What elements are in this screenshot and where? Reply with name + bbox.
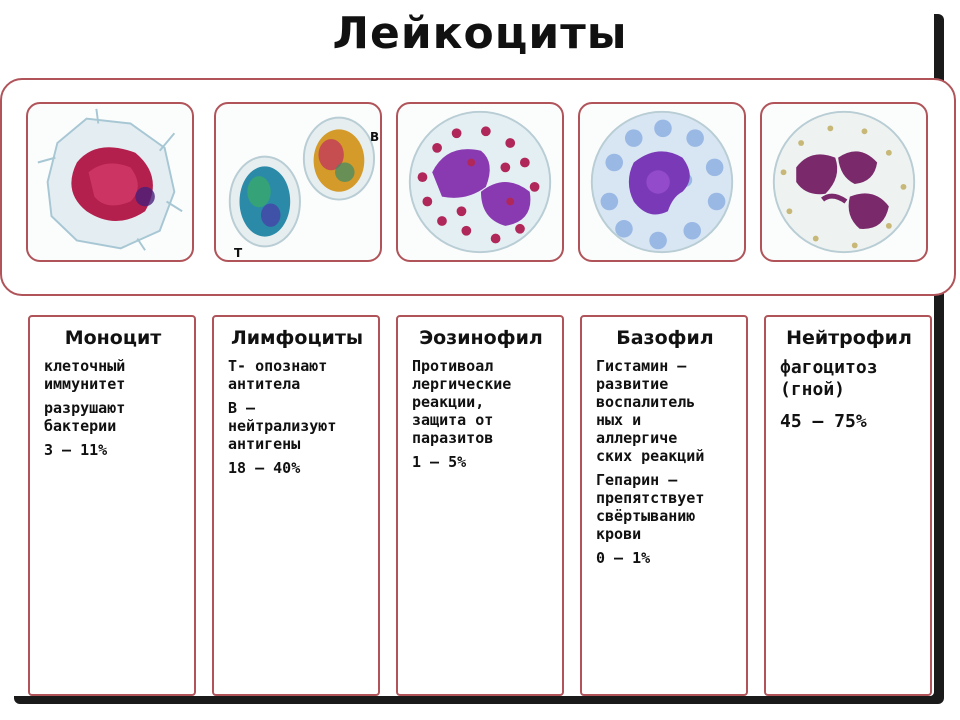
card-title: Нейтрофил: [786, 327, 912, 349]
card-monocyte: [28, 315, 196, 696]
page-title: Лейкоциты: [332, 8, 628, 59]
neutrophil-image: [760, 102, 928, 262]
lymphocytes-image: [214, 102, 382, 262]
card-title: Лимфоциты: [230, 327, 364, 349]
card-text: Т- опознают антитела: [228, 357, 328, 393]
card-lymphocytes: [212, 315, 380, 696]
card-text: Гепарин – препятствует свёртыванию крови: [596, 471, 705, 543]
lymphocyte-t-label: Т: [234, 246, 243, 260]
card-percent: 0 – 1%: [596, 549, 651, 567]
card-title: Моноцит: [64, 327, 162, 349]
card-title: Эозинофил: [419, 327, 543, 349]
card-text: фагоцитоз (гной): [780, 357, 878, 400]
card-basophil: [580, 315, 748, 696]
lymphocyte-b-label: В: [370, 130, 380, 144]
monocyte-image: [26, 102, 194, 262]
card-eosinophil: [396, 315, 564, 696]
card-text: Противоал лергические реакции, защита от паразитов: [412, 357, 512, 447]
card-title: Базофил: [616, 327, 714, 349]
card-text: разрушают бактерии: [44, 399, 126, 435]
card-percent: 45 – 75%: [780, 411, 867, 432]
basophil-image: [578, 102, 746, 262]
card-percent: 18 – 40%: [228, 459, 301, 477]
card-percent: 1 – 5%: [412, 453, 467, 471]
card-text: В – нейтрализуют антигены: [228, 399, 337, 453]
card-text: Гистамин – развитие воспалитель ных и аллергиче ских реакций: [596, 357, 705, 465]
card-text: клеточный иммунитет: [44, 357, 126, 393]
eosinophil-image: [396, 102, 564, 262]
card-neutrophil: [764, 315, 932, 696]
card-percent: 3 – 11%: [44, 441, 108, 459]
